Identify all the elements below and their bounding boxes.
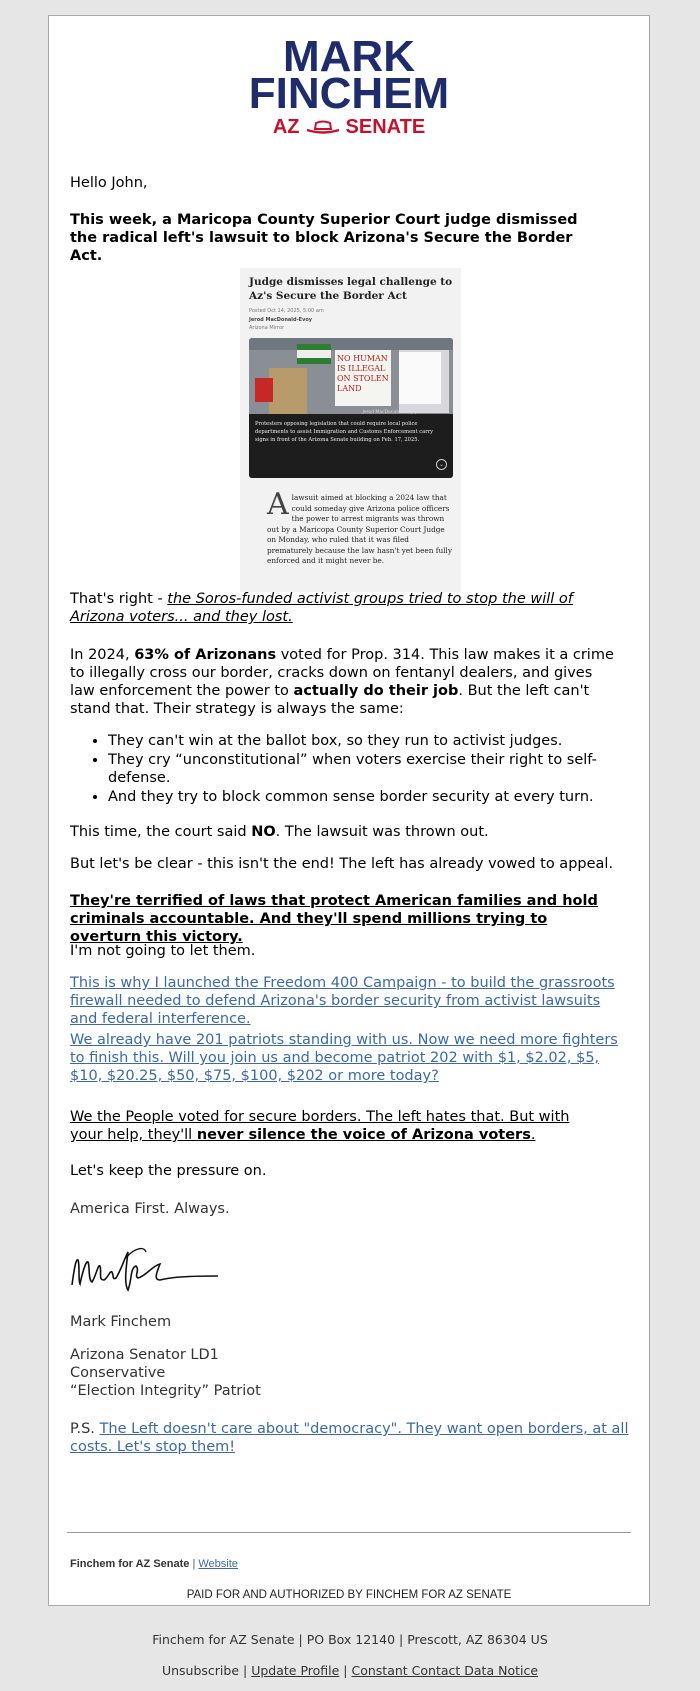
cc-data-notice-link[interactable]: Constant Contact Data Notice [351,1663,539,1678]
expand-icon[interactable]: ⌄ [436,459,447,470]
p7-b: never silence the voice of Arizona voters [196,1127,531,1143]
paragraph-pressure: Let's keep the pressure on. [70,1163,267,1179]
p1-lead: That's right - [70,591,168,607]
p2-d: actually do their job [293,683,459,699]
ps-link[interactable]: The Left doesn't care about "democracy". They want open borders, at all costs. Let's stop them! [70,1421,629,1455]
footer-divider [67,1532,631,1533]
p2-c: voted for Prop. 314. This law makes it a crime to illegally cross our border, cracks down on fentanyl dealers, and gives law enforcement the power to [70,647,614,699]
article-body-text: lawsuit aimed at blocking a 2024 law that could someday give Arizona police officers the power to arrest migrants was thrown out by a Maricopa County Superior Court Judge on Monday, who ruled that it was filed prematurely because the law hasn't yet been fully enforced and it might never be. [267,493,452,565]
p7-a: We the People voted for secure borders. The left hates that. But with your help, they'll [70,1109,570,1143]
logo-line-2: FINCHEM [248,69,450,118]
logo-az: AZ [272,116,300,138]
logo-senate: SENATE [345,116,426,138]
bullet-list [70,732,648,806]
signature-image [68,1240,218,1300]
title-line: Conservative [70,1365,166,1381]
p3-b: NO [251,824,276,840]
article-body [267,487,452,567]
list-item: • They cry “unconstitutional” when voters exercise their right to self-defense. [108,751,648,788]
p2-b: 63% of Arizonans [134,647,277,663]
p3-c: . The lawsuit was thrown out. [275,824,489,840]
paid-for-disclaimer: PAID FOR AND AUTHORIZED BY FINCHEM FOR AZ SENATE [186,1589,512,1601]
email-card [48,15,650,1606]
freedom-400-link[interactable]: This is why I launched the Freedom 400 Campaign - to build the grassroots firewall needed to defend Arizona's border security from activist lawsuits and federal interference. [70,975,615,1027]
unsubscribe-link[interactable]: Unsubscribe [161,1663,240,1678]
p1-italic: the Soros-funded activist groups tried to stop the will of Arizona voters... and they lost. [70,591,573,625]
footer-org: Finchem for AZ Senate [70,1558,190,1570]
article-photo-credit: Jerod MacDonald-Evoy | Arizona Mirror [362,410,449,415]
article-screenshot[interactable] [240,268,461,592]
hat-icon [306,120,340,134]
paragraph-not-going: I'm not going to let them. [70,943,256,959]
signature-name: Mark Finchem [70,1314,172,1330]
logo-subline [49,116,649,138]
signoff: America First. Always. [70,1201,230,1217]
mailing-address: Finchem for AZ Senate | PO Box 12140 | Prescott, AZ 86304 US [152,1632,548,1647]
p2-e: . But the left can't stand that. Their strategy is always the same: [70,683,590,717]
postscript [70,1420,630,1456]
paragraph-we-the-people [70,1108,570,1144]
p7-c: . [530,1127,536,1143]
update-profile-link[interactable]: Update Profile [251,1663,340,1678]
outer-sep: | [239,1663,252,1678]
outer-links [0,1663,700,1678]
article-outlet: Arizona Mirror [249,325,285,331]
title-line: Arizona Senator LD1 [70,1347,219,1363]
signer-titles [70,1346,630,1400]
ps-label: P.S. [70,1421,100,1437]
article-caption: Protesters opposing legislation that could require local police departments to assist Immigration and Customs Enforcement carry signs in front of the Arizona Senate building on Feb. 17, 2025. [255,421,434,443]
headline: This week, a Maricopa County Superior Court judge dismissed the radical left's lawsuit to block Arizona's Secure the Border Act. [70,212,578,264]
outer-sep: | [339,1663,352,1678]
article-photo [249,338,453,478]
greeting: Hello John, [70,175,148,191]
donate-link[interactable]: We already have 201 patriots standing with us. Now we need more fighters to finish this. Will you join us and become patriot 202 with $1, $2.02, $5, $10, $20.25, $50, $75, $100, $202 or more today? [70,1032,618,1084]
paragraph-appeal: But let's be clear - this isn't the end! The left has already vowed to appeal. [70,856,614,872]
list-item: • And they try to block common sense border security at every turn. [108,788,648,807]
p3-a: This time, the court said [70,824,252,840]
paragraph-prop314 [70,646,618,718]
p2-a: In 2024, [70,647,135,663]
article-sign-text: NO HUMAN IS ILLEGAL ON STOLEN LAND [337,354,389,393]
footer-sep: | [189,1558,199,1570]
list-item: • They can't win at the ballot box, so they run to activist judges. [108,732,648,751]
logo-line-1: MARK [283,32,415,81]
footer-org-line [70,1558,238,1570]
paragraph-terrified: They're terrified of laws that protect American families and hold criminals accountable. And they'll spend millions trying to overturn this victory. [70,893,598,945]
website-link[interactable]: Website [198,1558,238,1570]
title-line: “Election Integrity” Patriot [70,1383,261,1399]
paragraph-soros [70,590,625,626]
paragraph-court-no [70,823,630,841]
article-title: Judge dismisses legal challenge to Az's Secure the Border Act [249,276,453,302]
article-posted: Posted Oct 14, 2025, 5:00 am [249,308,324,314]
article-dropcap: A [267,487,289,522]
campaign-logo[interactable] [49,32,649,138]
article-author: Jerod MacDonald-Evoy [249,317,313,323]
